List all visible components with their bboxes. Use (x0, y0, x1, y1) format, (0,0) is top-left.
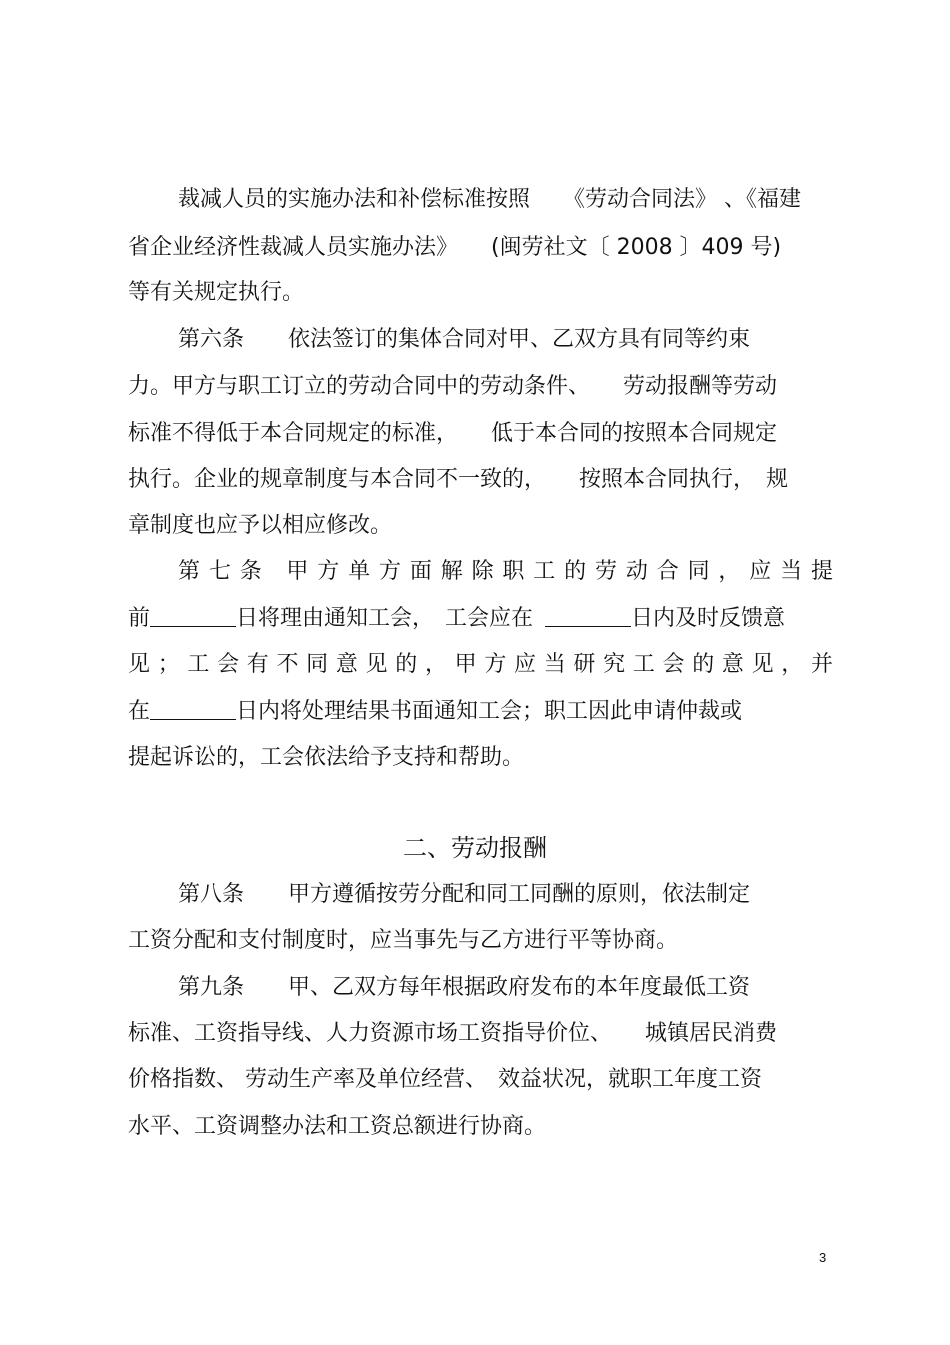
paragraph-line: 等有关规定执行。 (128, 280, 305, 305)
section-heading: 二、劳动报酬 (403, 834, 547, 862)
article-6-line: 第六条 依法签订的集体合同对甲、乙双方具有同等约束 (178, 327, 751, 352)
article-7-text: 日内及时反馈意 (631, 606, 786, 631)
article-7-text: 日内将处理结果书面通知工会；职工因此申请仲裁或 (236, 699, 743, 724)
article-8-line: 第八条 甲方遵循按劳分配和同工同酬的原则，依法制定 (178, 882, 751, 907)
fill-blank (150, 697, 236, 720)
article-7-line (128, 604, 833, 634)
article-6-line: 力。甲方与职工订立的劳动合同中的劳动条件、 劳动报酬等劳动 (128, 374, 778, 399)
article-7-line (128, 697, 833, 727)
fill-blank (545, 604, 631, 627)
article-7-line: 提起诉讼的，工会依法给予支持和帮助。 (128, 745, 525, 770)
article-7-text: 在 (128, 699, 151, 724)
fill-blank (150, 604, 236, 627)
article-7-text: 日将理由通知工会， 工会应在 (236, 606, 534, 631)
page-number: 3 (819, 1250, 827, 1265)
article-9-line: 价格指数、 劳动生产率及单位经营、 效益状况，就职工年度工资 (128, 1067, 762, 1092)
article-7-line: 第七条 甲方单方面解除职工的劳动合同，应当提 (178, 559, 833, 584)
article-6-line: 标准不得低于本合同规定的标准， 低于本合同的按照本合同规定 (128, 421, 778, 446)
paragraph-line: 裁减人员的实施办法和补偿标准按照 《劳动合同法》 、《福建 (178, 187, 801, 212)
article-9-line: 标准、工资指导线、人力资源市场工资指导价位、 城镇居民消费 (128, 1021, 778, 1046)
article-8-line: 工资分配和支付制度时，应当事先与乙方进行平等协商。 (128, 928, 679, 953)
article-6-line: 执行。企业的规章制度与本合同不一致的， 按照本合同执行， 规 (128, 467, 789, 492)
article-7-text: 前 (128, 606, 151, 631)
article-6-line: 章制度也应予以相应修改。 (128, 513, 393, 538)
article-9-line: 第九条 甲、乙双方每年根据政府发布的本年度最低工资 (178, 975, 751, 1000)
article-7-line: 见；工会有不同意见的，甲方应当研究工会的意见，并 (128, 652, 833, 677)
paragraph-line: 省企业经济性裁减人员实施办法》 (闽劳社文〔 2008 〕409 号) (128, 235, 782, 260)
article-9-line: 水平、工资调整办法和工资总额进行协商。 (128, 1114, 547, 1139)
